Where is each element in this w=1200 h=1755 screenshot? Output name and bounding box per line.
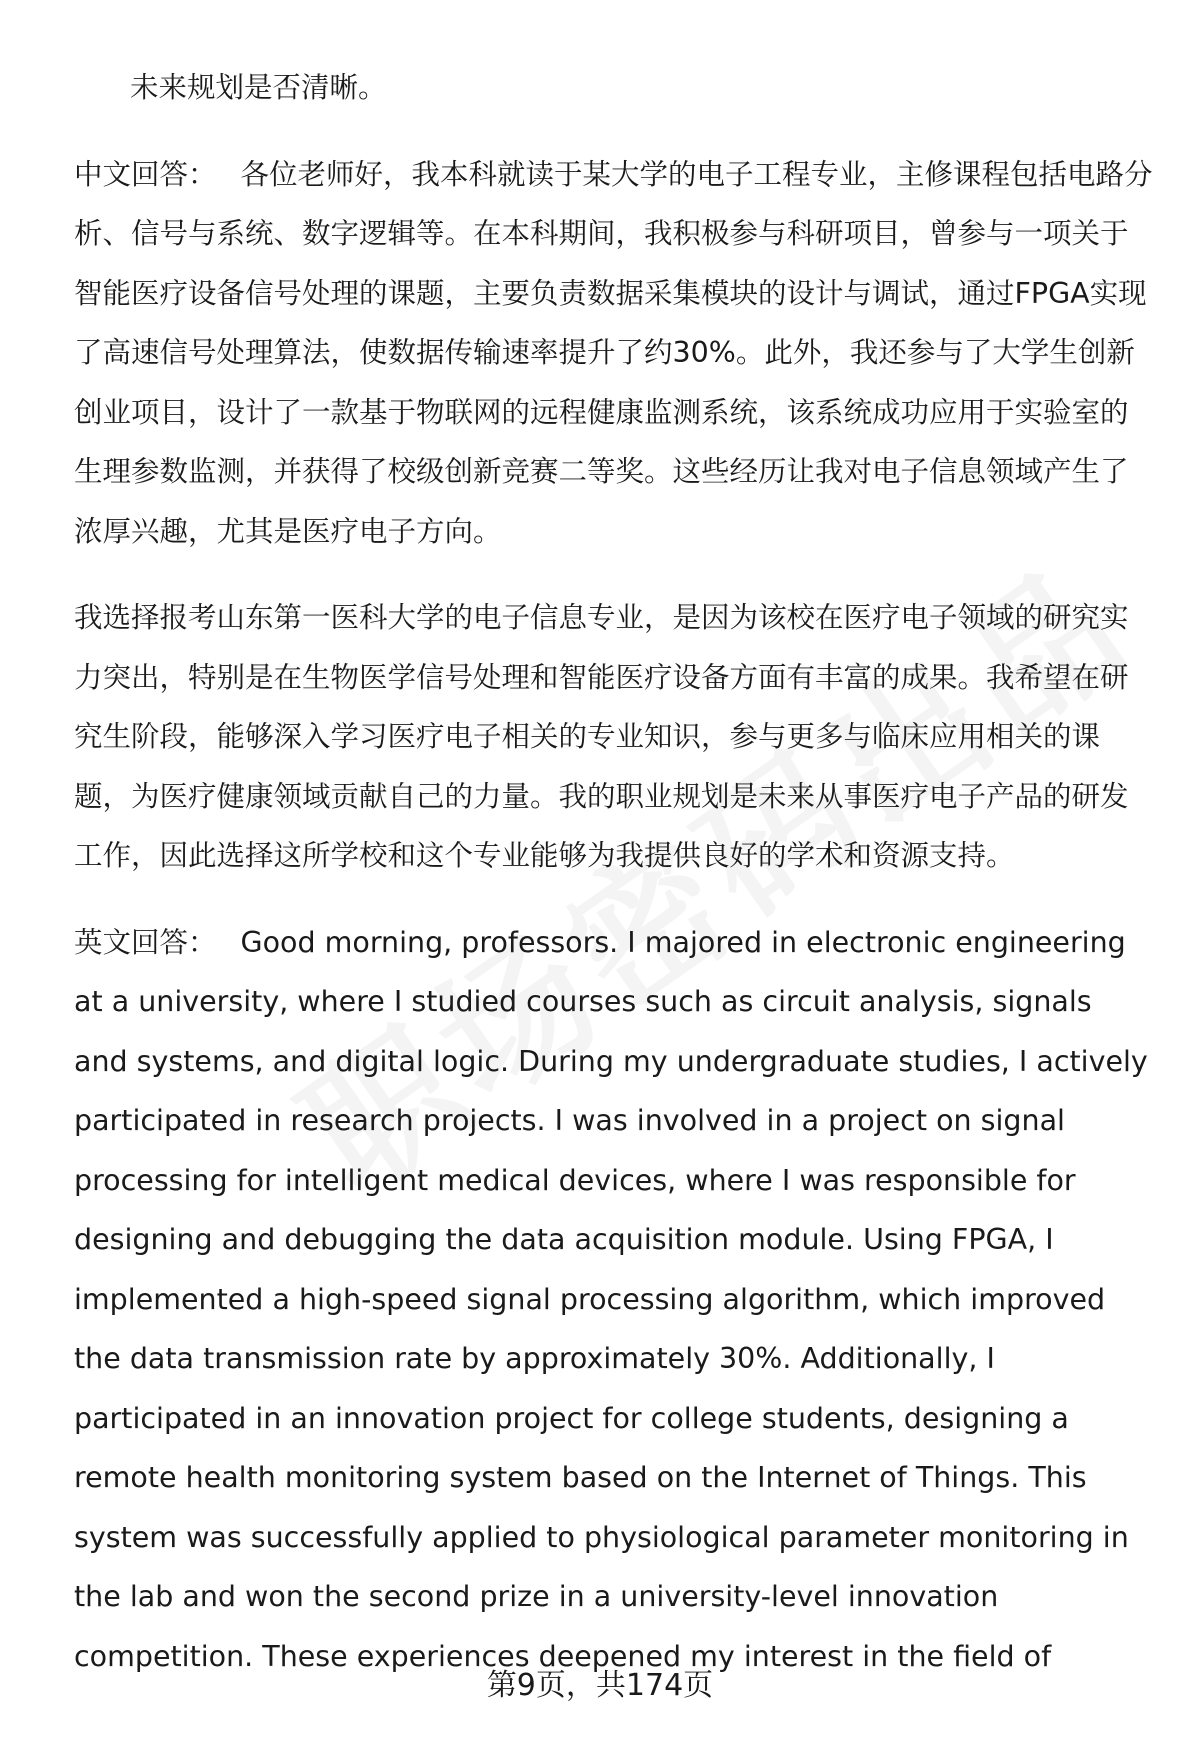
chinese-answer-text: 各位老师好，我本科就读于某大学的电子工程专业，主修课程包括电路分析、信号与系统、数字逻辑等。在本科期间，我积极参与科研项目，曾参与一项关于智能医疗设备信号处理的课题，主要负责数据采集模块的设计与调试，通过FPGA实现了高速信号处理算法，使数据传输速率提升了约30%。此外，我还参与了大学生创新创业项目，设计了一款基于物联网的远程健康监测系统，该系统成功应用于实验室的生理参数监测，并获得了校级创新竞赛二等奖。这些经历让我对电子信息领域产生了浓厚兴趣，尤其是医疗电子方向。 <box>74 157 1153 548</box>
page-number-footer: 第9页，共174页 <box>486 1668 714 1703</box>
paragraph-school-choice: 我选择报考山东第一医科大学的电子信息专业，是因为该校在医疗电子领域的研究实力突出，特别是在生物医学信号处理和智能医疗设备方面有丰富的成果。我希望在研究生阶段，能够深入学习医疗电子相关的专业知识，参与更多与临床应用相关的课题，为医疗健康领域贡献自己的力量。我的职业规划是未来从事医疗电子产品的研发工作，因此选择这所学校和这个专业能够为我提供良好的学术和资源支持。 <box>74 601 1129 872</box>
english-answer-label: 英文回答： <box>74 925 217 959</box>
paragraph-continuation: 未来规划是否清晰。 <box>130 71 387 104</box>
paragraph-english-answer <box>74 913 1154 1687</box>
english-answer-text: Good morning, professors. I majored in electronic engineering at a university, where I studied courses such as circuit analysis, signals and systems, and digital logic. During my undergraduate studies, I actively participated in research projects. I was involved in a project on signal processing for intelligent medical devices, where I was responsible for designing and debugging the data acquisition module. Using FPGA, I implemented a high-speed signal processing algorithm, which improved the data transmission rate by approximately 30%. Additionally, I participated in an innovation project for college students, designing a remote health monitoring system based on the Internet of Things. This system was successfully applied to physiological parameter monitoring in the lab and won the second prize in a university-level innovation competition. These experiences deepened my interest in the field of <box>74 925 1148 1673</box>
chinese-answer-label: 中文回答： <box>74 157 217 191</box>
paragraph-chinese-answer <box>74 145 1154 562</box>
document-page <box>74 58 1154 1713</box>
